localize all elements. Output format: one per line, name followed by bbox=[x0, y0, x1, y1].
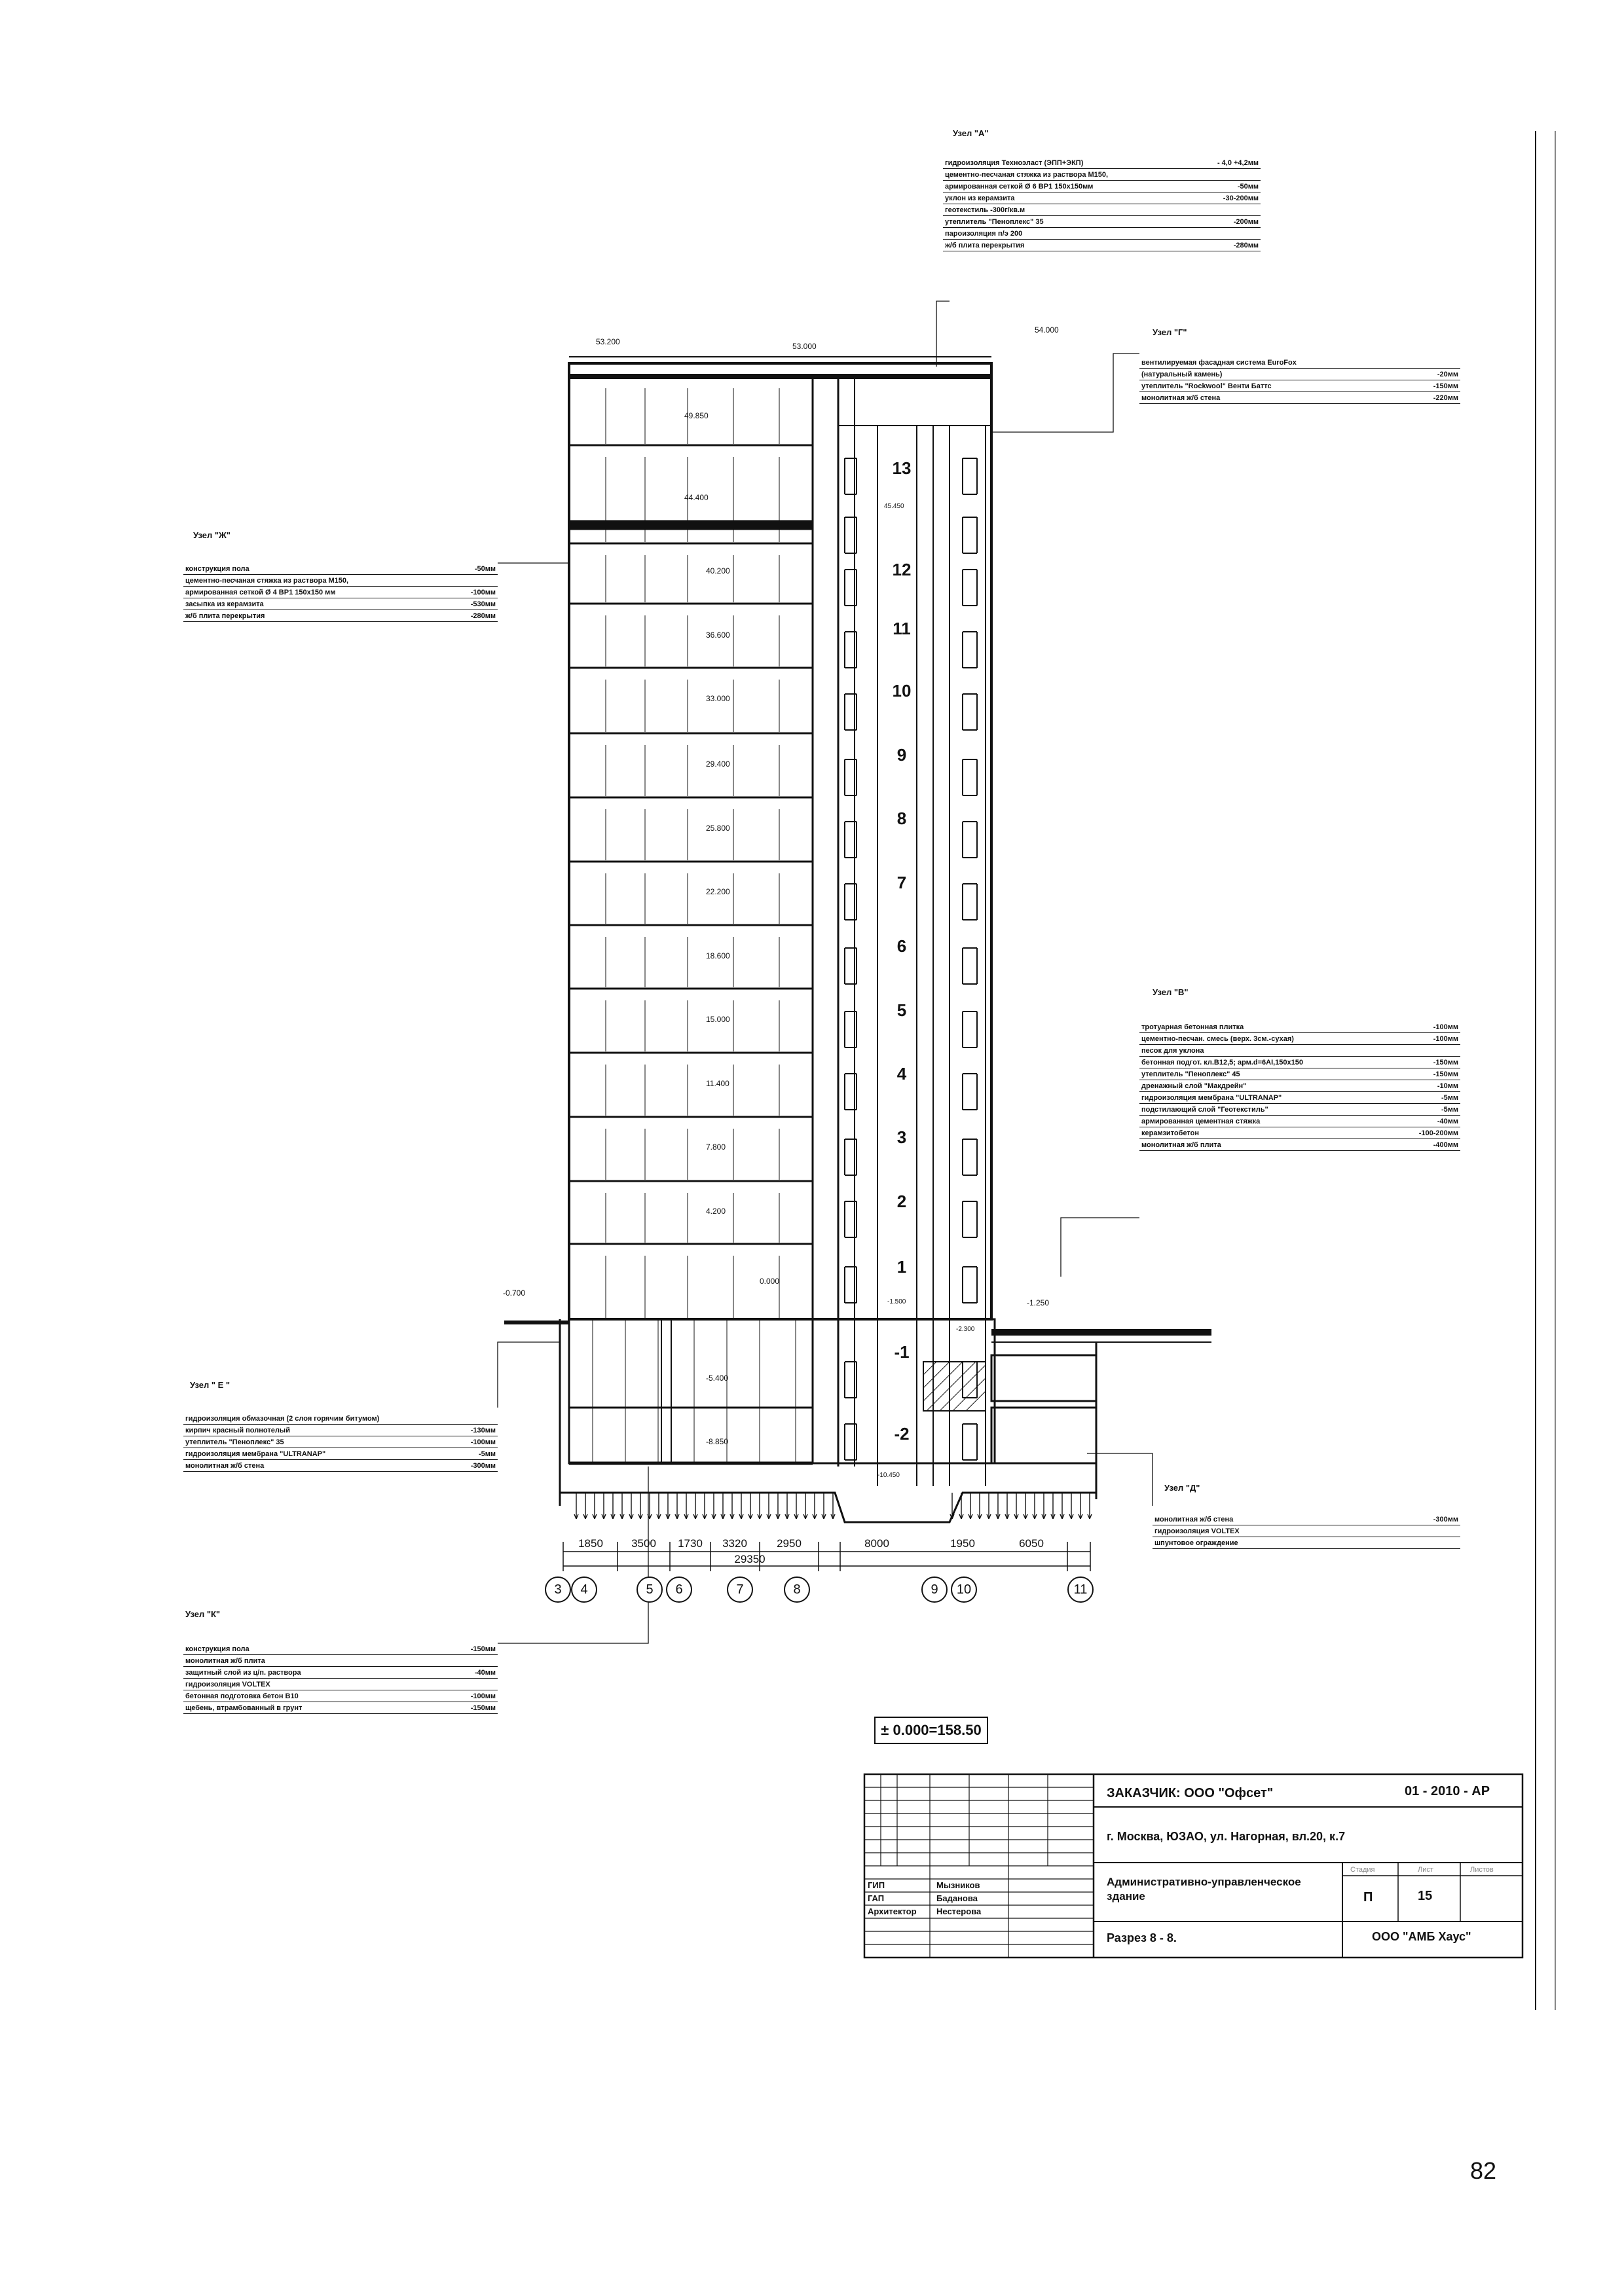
spec-thickness: -300мм bbox=[458, 1460, 498, 1472]
elev-l5: 18.600 bbox=[706, 951, 730, 960]
spec-layer: тротуарная бетонная плитка bbox=[1139, 1021, 1393, 1033]
spec-row bbox=[1139, 1068, 1460, 1080]
spec-row bbox=[1139, 1057, 1460, 1068]
elev-pit: -10.450 bbox=[877, 1472, 900, 1479]
spec-row bbox=[1139, 1045, 1460, 1057]
page-number: 82 bbox=[1470, 2157, 1497, 2184]
spec-row bbox=[1153, 1525, 1460, 1537]
floor-number: 6 bbox=[896, 936, 907, 956]
dimension-segment: 1730 bbox=[678, 1537, 703, 1550]
dimension-segment: 3320 bbox=[722, 1537, 747, 1550]
node-a-title: Узел "А" bbox=[953, 128, 989, 138]
node-e-title: Узел " Е " bbox=[190, 1380, 231, 1390]
floor-number: 8 bbox=[896, 809, 907, 828]
spec-thickness: -200мм bbox=[1193, 216, 1261, 228]
node-k-spec bbox=[183, 1643, 498, 1714]
spec-layer: ж/б плита перекрытия bbox=[943, 240, 1193, 251]
spec-layer: гидроизоляция мембрана "ULTRANAP" bbox=[183, 1448, 458, 1460]
spec-row bbox=[1153, 1537, 1460, 1549]
spec-row bbox=[943, 181, 1261, 192]
node-k-title: Узел "К" bbox=[185, 1609, 221, 1619]
spec-thickness: -280мм bbox=[1193, 240, 1261, 251]
spec-row bbox=[183, 1425, 498, 1436]
elev-base-step: -2.300 bbox=[956, 1326, 975, 1333]
elev-l10: 36.600 bbox=[706, 630, 730, 640]
elev-l0: 0.000 bbox=[760, 1277, 780, 1286]
spec-layer: пароизоляция п/э 200 bbox=[943, 228, 1193, 240]
dimension-segment: 1950 bbox=[950, 1537, 975, 1550]
floor-number: -1 bbox=[894, 1342, 910, 1362]
spec-thickness bbox=[1384, 1525, 1460, 1537]
spec-layer: дренажный слой "Макдрейн" bbox=[1139, 1080, 1393, 1092]
spec-layer: кирпич красный полнотелый bbox=[183, 1425, 458, 1436]
elev-l8: 29.400 bbox=[706, 759, 730, 769]
spec-layer: уклон из керамзита bbox=[943, 192, 1193, 204]
node-zh-spec bbox=[183, 563, 498, 622]
spec-thickness bbox=[1411, 357, 1460, 369]
title-col-sheet: Лист bbox=[1418, 1866, 1433, 1874]
floor-number: 12 bbox=[892, 560, 912, 579]
elev-l9: 33.000 bbox=[706, 694, 730, 703]
spec-layer: гидроизоляция VOLTEX bbox=[1153, 1525, 1384, 1537]
spec-thickness: -100мм bbox=[1393, 1021, 1460, 1033]
spec-thickness bbox=[1193, 228, 1261, 240]
spec-layer: утеплитель "Пеноплекс" 35 bbox=[943, 216, 1193, 228]
spec-layer: армированная сеткой Ø 4 ВР1 150х150 мм bbox=[183, 587, 451, 598]
spec-thickness: -130мм bbox=[458, 1425, 498, 1436]
spec-row bbox=[943, 192, 1261, 204]
title-sheet-name: Разрез 8 - 8. bbox=[1107, 1931, 1177, 1944]
spec-layer: гидроизоляция обмазочная (2 слоя горячим битумом) bbox=[183, 1413, 458, 1425]
spec-thickness: -100-200мм bbox=[1393, 1127, 1460, 1139]
node-v-title: Узел "В" bbox=[1153, 987, 1189, 997]
spec-row bbox=[183, 1679, 498, 1690]
spec-thickness bbox=[451, 575, 498, 587]
spec-layer: бетонная подгот. кл.В12,5; арм.d=6AI,150х150 bbox=[1139, 1057, 1393, 1068]
spec-row bbox=[183, 563, 498, 575]
dimension-segment: 8000 bbox=[864, 1537, 889, 1550]
spec-row bbox=[183, 1436, 498, 1448]
spec-thickness: -220мм bbox=[1411, 392, 1460, 404]
node-g-spec bbox=[1139, 357, 1460, 404]
spec-row bbox=[943, 240, 1261, 251]
spec-layer: армированная сеткой Ø 6 ВР1 150х150мм bbox=[943, 181, 1193, 192]
spec-layer: геотекстиль -300г/кв.м bbox=[943, 204, 1193, 216]
title-building-2: здание bbox=[1107, 1890, 1145, 1903]
floor-number: 4 bbox=[896, 1064, 907, 1084]
spec-thickness bbox=[437, 1655, 498, 1667]
node-a-spec bbox=[943, 157, 1261, 251]
spec-layer: защитный слой из ц/п. раствора bbox=[183, 1667, 437, 1679]
elev-l4: 15.000 bbox=[706, 1015, 730, 1024]
title-stage: П bbox=[1363, 1890, 1373, 1904]
title-sheet: 15 bbox=[1418, 1889, 1433, 1903]
spec-row bbox=[183, 1643, 498, 1655]
axis-marker: 5 bbox=[637, 1576, 663, 1603]
spec-row bbox=[1139, 1080, 1460, 1092]
title-signer: Мызников bbox=[936, 1880, 980, 1890]
spec-layer: утеплитель "Пеноплекс" 45 bbox=[1139, 1068, 1393, 1080]
spec-layer: цементно-песчаная стяжка из раствора М150, bbox=[943, 169, 1193, 181]
elev-l11: 40.200 bbox=[706, 566, 730, 575]
spec-thickness: -5мм bbox=[458, 1448, 498, 1460]
spec-layer: шпунтовое ограждение bbox=[1153, 1537, 1384, 1549]
spec-thickness bbox=[1193, 204, 1261, 216]
elev-l3: 11.400 bbox=[706, 1079, 729, 1088]
title-customer: ЗАКАЗЧИК: ООО "Офсет" bbox=[1107, 1786, 1274, 1800]
spec-thickness: -20мм bbox=[1411, 369, 1460, 380]
spec-row bbox=[1139, 1092, 1460, 1104]
floor-number: 2 bbox=[896, 1192, 907, 1211]
spec-thickness: -150мм bbox=[1393, 1068, 1460, 1080]
spec-thickness: -150мм bbox=[1411, 380, 1460, 392]
title-role: Архитектор bbox=[868, 1906, 917, 1916]
elev-parapet-right: 53.000 bbox=[792, 342, 817, 351]
spec-row bbox=[1139, 1127, 1460, 1139]
spec-thickness: -150мм bbox=[437, 1702, 498, 1714]
spec-row bbox=[1139, 1033, 1460, 1045]
dimension-segment: 6050 bbox=[1019, 1537, 1044, 1550]
elev-l7: 25.800 bbox=[706, 824, 730, 833]
spec-row bbox=[183, 587, 498, 598]
elev-l12: 44.400 bbox=[684, 493, 709, 502]
title-col-sheets: Листов bbox=[1470, 1866, 1494, 1874]
spec-row bbox=[1153, 1514, 1460, 1525]
spec-thickness: -100мм bbox=[458, 1436, 498, 1448]
spec-thickness bbox=[1193, 169, 1261, 181]
spec-row bbox=[183, 1702, 498, 1714]
floor-number: 9 bbox=[896, 745, 907, 765]
spec-layer: цементно-песчан. смесь (верх. 3см.-сухая) bbox=[1139, 1033, 1393, 1045]
elev-stair-1: -1.500 bbox=[887, 1298, 906, 1305]
spec-layer: вентилируемая фасадная система EuroFox bbox=[1139, 357, 1411, 369]
dimension-segment: 3500 bbox=[631, 1537, 656, 1550]
floor-number: 10 bbox=[892, 681, 912, 701]
title-company: ООО "АМБ Хаус" bbox=[1372, 1930, 1471, 1943]
axis-marker: 7 bbox=[727, 1576, 753, 1603]
spec-thickness: -100мм bbox=[451, 587, 498, 598]
spec-row bbox=[1139, 1139, 1460, 1151]
axis-marker: 10 bbox=[951, 1576, 977, 1603]
spec-thickness: -100мм bbox=[1393, 1033, 1460, 1045]
elev-l13: 49.850 bbox=[684, 411, 709, 420]
node-v-spec bbox=[1139, 1021, 1460, 1151]
spec-row bbox=[1139, 1116, 1460, 1127]
spec-thickness: -30-200мм bbox=[1193, 192, 1261, 204]
node-zh-title: Узел "Ж" bbox=[193, 530, 231, 540]
spec-layer: утеплитель "Rockwool" Венти Баттс bbox=[1139, 380, 1411, 392]
title-signer: Нестерова bbox=[936, 1906, 982, 1916]
node-e-spec bbox=[183, 1413, 498, 1472]
floor-number: 13 bbox=[892, 458, 912, 478]
spec-row bbox=[943, 228, 1261, 240]
spec-thickness bbox=[458, 1413, 498, 1425]
spec-thickness: -400мм bbox=[1393, 1139, 1460, 1151]
spec-row bbox=[183, 1655, 498, 1667]
spec-row bbox=[943, 216, 1261, 228]
floor-number: -2 bbox=[894, 1424, 910, 1444]
spec-row bbox=[943, 169, 1261, 181]
floor-number: 11 bbox=[893, 619, 911, 638]
spec-layer: гидроизоляция Техноэласт (ЭПП+ЭКП) bbox=[943, 157, 1193, 169]
spec-thickness: -40мм bbox=[437, 1667, 498, 1679]
elev-l1: 4.200 bbox=[706, 1207, 726, 1216]
spec-thickness bbox=[437, 1679, 498, 1690]
title-signer: Баданова bbox=[936, 1893, 978, 1903]
floor-number: 3 bbox=[896, 1127, 907, 1147]
zero-level-mark: ± 0.000=158.50 bbox=[874, 1717, 988, 1744]
spec-row bbox=[183, 1460, 498, 1472]
spec-layer: бетонная подготовка бетон В10 bbox=[183, 1690, 437, 1702]
spec-row bbox=[183, 1690, 498, 1702]
spec-layer: конструкция пола bbox=[183, 1643, 437, 1655]
spec-thickness: -10мм bbox=[1393, 1080, 1460, 1092]
title-building-1: Административно-управленческое bbox=[1107, 1876, 1301, 1888]
spec-thickness: -50мм bbox=[1193, 181, 1261, 192]
spec-thickness: -100мм bbox=[437, 1690, 498, 1702]
spec-layer: ж/б плита перекрытия bbox=[183, 610, 451, 622]
spec-row bbox=[183, 1667, 498, 1679]
spec-layer: гидроизоляция VOLTEX bbox=[183, 1679, 437, 1690]
spec-layer: монолитная ж/б стена bbox=[183, 1460, 458, 1472]
spec-thickness: -50мм bbox=[451, 563, 498, 575]
spec-layer: утеплитель "Пеноплекс" 35 bbox=[183, 1436, 458, 1448]
title-role: ГАП bbox=[868, 1893, 885, 1903]
axis-marker: 9 bbox=[921, 1576, 948, 1603]
spec-row bbox=[1139, 357, 1460, 369]
spec-row bbox=[183, 575, 498, 587]
spec-layer: конструкция пола bbox=[183, 563, 451, 575]
elev-bm2: -8.850 bbox=[706, 1437, 729, 1446]
axis-marker: 3 bbox=[545, 1576, 571, 1603]
spec-thickness: -150мм bbox=[437, 1643, 498, 1655]
elev-stair-top: 45.450 bbox=[884, 503, 904, 510]
spec-layer: армированная цементная стяжка bbox=[1139, 1116, 1393, 1127]
dimension-segment: 2950 bbox=[777, 1537, 802, 1550]
spec-thickness: -40мм bbox=[1393, 1116, 1460, 1127]
spec-thickness bbox=[1393, 1045, 1460, 1057]
elev-top-right: 54.000 bbox=[1035, 325, 1059, 335]
spec-row bbox=[183, 598, 498, 610]
spec-row bbox=[1139, 392, 1460, 404]
spec-thickness: -5мм bbox=[1393, 1092, 1460, 1104]
spec-row bbox=[1139, 1021, 1460, 1033]
axis-marker: 11 bbox=[1067, 1576, 1094, 1603]
axis-marker: 8 bbox=[784, 1576, 810, 1603]
spec-layer: (натуральный камень) bbox=[1139, 369, 1411, 380]
dimension-segment: 1850 bbox=[578, 1537, 603, 1550]
spec-thickness: -5мм bbox=[1393, 1104, 1460, 1116]
elev-l2: 7.800 bbox=[706, 1142, 726, 1152]
floor-number: 7 bbox=[896, 873, 907, 892]
spec-thickness: - 4,0 +4,2мм bbox=[1193, 157, 1261, 169]
spec-row bbox=[943, 204, 1261, 216]
axis-marker: 4 bbox=[571, 1576, 597, 1603]
dimension-total: 29350 bbox=[734, 1553, 766, 1565]
axis-marker: 6 bbox=[666, 1576, 692, 1603]
elev-bm1: -5.400 bbox=[706, 1374, 729, 1383]
spec-layer: цементно-песчаная стяжка из раствора М150, bbox=[183, 575, 451, 587]
spec-row bbox=[943, 157, 1261, 169]
elev-ground-left: -0.700 bbox=[503, 1288, 526, 1298]
elev-parapet-left: 53.200 bbox=[596, 337, 620, 346]
spec-thickness: -300мм bbox=[1384, 1514, 1460, 1525]
spec-layer: монолитная ж/б стена bbox=[1139, 392, 1411, 404]
spec-layer: монолитная ж/б плита bbox=[1139, 1139, 1393, 1151]
title-col-stage: Стадия bbox=[1350, 1866, 1375, 1874]
floor-number: 5 bbox=[896, 1000, 907, 1020]
spec-layer: керамзитобетон bbox=[1139, 1127, 1393, 1139]
spec-thickness: -280мм bbox=[451, 610, 498, 622]
spec-layer: подстилающий слой "Геотекстиль" bbox=[1139, 1104, 1393, 1116]
title-code: 01 - 2010 - АР bbox=[1405, 1784, 1490, 1798]
title-role: ГИП bbox=[868, 1880, 885, 1890]
spec-row bbox=[1139, 380, 1460, 392]
spec-row bbox=[1139, 1104, 1460, 1116]
spec-layer: щебень, втрамбованный в грунт bbox=[183, 1702, 437, 1714]
spec-layer: песок для уклона bbox=[1139, 1045, 1393, 1057]
title-address: г. Москва, ЮЗАО, ул. Нагорная, вл.20, к.7 bbox=[1107, 1830, 1346, 1843]
spec-row bbox=[183, 1413, 498, 1425]
spec-thickness bbox=[1384, 1537, 1460, 1549]
spec-row bbox=[1139, 369, 1460, 380]
node-d-spec bbox=[1153, 1514, 1460, 1549]
spec-layer: засыпка из керамзита bbox=[183, 598, 451, 610]
node-g-title: Узел "Г" bbox=[1153, 327, 1187, 337]
spec-thickness: -530мм bbox=[451, 598, 498, 610]
floor-number: 1 bbox=[896, 1257, 907, 1277]
spec-layer: монолитная ж/б стена bbox=[1153, 1514, 1384, 1525]
spec-row bbox=[183, 610, 498, 622]
node-d-title: Узел "Д" bbox=[1164, 1483, 1200, 1493]
elev-ground-right: -1.250 bbox=[1027, 1298, 1050, 1307]
spec-row bbox=[183, 1448, 498, 1460]
spec-thickness: -150мм bbox=[1393, 1057, 1460, 1068]
elev-l6: 22.200 bbox=[706, 887, 730, 896]
spec-layer: гидроизоляция мембрана "ULTRANAP" bbox=[1139, 1092, 1393, 1104]
spec-layer: монолитная ж/б плита bbox=[183, 1655, 437, 1667]
